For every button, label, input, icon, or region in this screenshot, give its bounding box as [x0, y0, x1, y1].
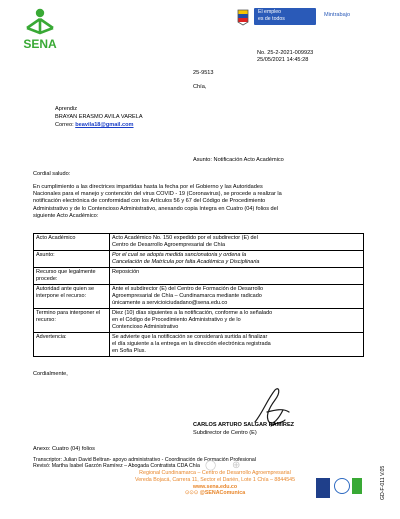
reference-code: 25-9513 — [193, 70, 214, 76]
table-key-line: Autoridad ante quien se — [36, 286, 95, 292]
table-value — [110, 309, 364, 333]
recipient-name: BRAYAN ERASMO AVILA VARELA — [55, 114, 143, 120]
intro-line: Administrativo y de lo Contencioso Administrativo, anexando copia íntegra en Cuatro (04) folios del — [33, 205, 279, 212]
table-row — [34, 268, 364, 285]
footer-line2: Vereda Bojacá, Carrera 11, Sector el Darién, Lote 1 Chía – 8844545 — [134, 476, 296, 483]
footer-social-handle[interactable]: @SENAComunica — [199, 490, 246, 497]
radicado-number: No. 25-2-2021-009923 — [257, 50, 314, 56]
gov-banner-line1: El empleo — [258, 9, 282, 15]
table-key-line: Termino para interponer el — [36, 310, 101, 316]
table-key-text: Asunto: — [36, 252, 55, 258]
watermark-circle-icon: ◯ — [205, 460, 217, 471]
table-row — [34, 251, 364, 268]
table-row — [34, 234, 364, 251]
academic-act-table — [33, 233, 364, 357]
sena-logo — [18, 6, 62, 54]
signer-name: CARLOS ARTURO SALGAR RAMÍREZ — [193, 422, 295, 428]
city-date: Chía, — [193, 84, 207, 90]
table-key-text: Acto Académico — [36, 235, 76, 241]
gov-banner — [254, 8, 316, 25]
quality-seal-icon — [352, 478, 362, 494]
greeting: Cordial saludo: — [33, 171, 71, 177]
table-key-text: Advertencia: — [36, 334, 67, 340]
email-label: Correo: — [55, 122, 74, 128]
table-value-line: Reposición — [112, 269, 140, 275]
table-value-line: Agroempresarial de Chía – Cundinamarca mediante radicado — [112, 293, 262, 299]
gov-banner-line2: es de todos — [258, 16, 285, 22]
coat-of-arms-icon — [236, 8, 250, 26]
table-value-line: Contencioso Administrativo — [112, 324, 179, 330]
table-key — [34, 268, 110, 285]
table-value-line: en Sofia Plus. — [112, 348, 146, 354]
watermark-plus-icon: ⊕ — [232, 460, 241, 471]
footer-line1: Regional Cundinamarca – Centro de Desarrollo Agroempresarial — [139, 470, 291, 476]
side-document-code: GD-F-011 V.05 — [380, 465, 386, 500]
table-row — [34, 309, 364, 333]
intro-paragraph — [33, 184, 364, 220]
social-icons: ⊙⊙⊙ — [184, 490, 199, 497]
radicado-datetime: 25/05/2021 14:45:28 — [257, 57, 309, 64]
certification-badge-icon — [316, 478, 330, 498]
table-value — [110, 251, 364, 268]
table-value — [110, 234, 364, 251]
table-value — [110, 285, 364, 309]
sena-wordmark: SENA — [23, 37, 57, 51]
subject-line: Asunto: Notificación Acto Académico — [193, 157, 284, 163]
table-row — [34, 333, 364, 357]
table-key-line: procede: — [36, 276, 58, 282]
table-key — [34, 234, 110, 251]
intro-line: notificación electrónica de conformidad con los Artículos 56 y 67 del Código de Procedimiento — [33, 198, 266, 205]
intro-line: siguiente Acto Académico: — [33, 212, 99, 219]
footer-social-row — [95, 490, 335, 497]
annex-note: Anexo: Cuatro (04) folios — [33, 446, 95, 452]
table-key — [34, 251, 110, 268]
table-value-line: Por el cual se adopta medida sancionatoria y ordena la — [112, 252, 247, 258]
recipient-email-row — [55, 122, 134, 129]
table-key-line: interpone el recurso: — [36, 293, 87, 299]
table-value-line: en el Código de Procedimiento Administrativo y de lo — [112, 317, 241, 323]
table-value-line: el día siguiente a la entrega en la dirección electrónica registrada — [112, 341, 271, 347]
recipient-salutation: Aprendiz — [55, 106, 78, 112]
email-link[interactable]: beavila18@gmail.com — [75, 122, 134, 128]
table-value-line: únicamente a servicioiciudadano@sena.edu.co — [112, 300, 228, 306]
table-value-line: Centro de Desarrollo Agroempresarial de Chía — [112, 242, 226, 248]
table-key — [34, 309, 110, 333]
table-row — [34, 285, 364, 309]
iso-seal-icon — [334, 478, 350, 494]
signer-title: Subdirector de Centro (E) — [193, 430, 257, 436]
sena-footer — [95, 470, 335, 497]
table-value-line: Acto Académico No. 150 expedido por el subdirector (E) del — [112, 235, 258, 241]
table-value — [110, 333, 364, 357]
reviewer-note: Revisó: Martha Isabel Garzón Ramírez – Abogada Contratista CDA Chía — [33, 463, 200, 469]
table-value-line: Se advierte que la notificación se considerará surtida al finalizar — [112, 334, 268, 340]
intro-line: Nacionales para el manejo y contención del virus COVID - 19 (Coronavirus), se procede a realizar la — [33, 191, 282, 198]
table-key — [34, 285, 110, 309]
table-value-line: Ante el subdirector (E) del Centro de Formación de Desarrollo — [112, 286, 264, 292]
transcriber-note: Transcriptor: Julian David Beltran- apoyo administrativo - Coordinación de Formación Profesional — [33, 457, 256, 463]
table-key — [34, 333, 110, 357]
government-logos — [236, 6, 368, 28]
table-value-line: Diez (10) días siguientes a la notificación, conforme a lo señalado — [112, 310, 273, 316]
intro-line: En cumplimiento a las directrices impartidas hasta la fecha por el Gobierno y las Autoridades — [33, 184, 263, 190]
footer-website[interactable]: www.sena.edu.co — [192, 483, 238, 490]
ministry-label: Mintrabajo — [324, 12, 351, 18]
radicado-block — [257, 50, 313, 64]
closing: Cordialmente, — [33, 371, 68, 377]
table-value — [110, 268, 364, 285]
table-value-line: Cancelación de Matrícula por falta Académica y Disciplinaria — [112, 259, 260, 265]
table-key-line: recurso: — [36, 317, 56, 323]
table-key-line: Recurso que legalmente — [36, 269, 96, 275]
